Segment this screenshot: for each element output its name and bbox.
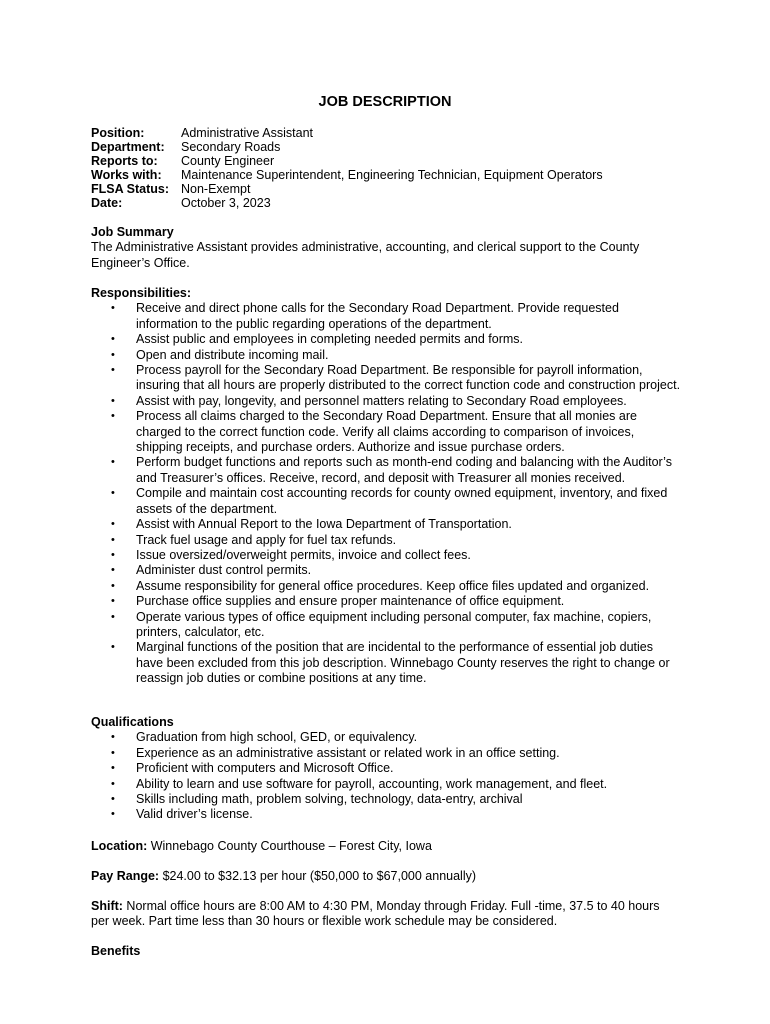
list-item xyxy=(91,455,681,486)
qualifications-heading: Qualifications xyxy=(91,715,174,729)
info-value: Administrative Assistant xyxy=(181,126,313,140)
info-value: Non-Exempt xyxy=(181,182,251,196)
list-item-text: Assist with Annual Report to the Iowa Department of Transportation. xyxy=(136,517,512,532)
info-value: Secondary Roads xyxy=(181,140,281,154)
document-title: JOB DESCRIPTION xyxy=(318,94,452,110)
bullet-icon: • xyxy=(111,394,115,407)
list-item xyxy=(91,486,681,517)
benefits-heading: Benefits xyxy=(91,944,141,958)
shift-line xyxy=(91,899,681,930)
bullet-icon: • xyxy=(111,579,115,592)
list-item-text: Marginal functions of the position that are incidental to the performance of essential job duties have been excluded from this job description. Winnebago County reserves the right to change or reassign job duties or combine positions at any time. xyxy=(136,640,670,686)
list-item xyxy=(91,332,681,347)
list-item-text: Operate various types of office equipment including personal computer, fax machine, copiers, printers, calculator, etc. xyxy=(136,609,652,639)
info-row-department xyxy=(91,140,603,154)
info-row-position xyxy=(91,126,603,140)
bullet-icon: • xyxy=(111,808,115,821)
shift-section xyxy=(91,899,681,930)
bullet-icon: • xyxy=(111,410,115,423)
list-item-text: Graduation from high school, GED, or equivalency. xyxy=(136,730,418,745)
benefits-section xyxy=(91,944,681,959)
bullet-icon: • xyxy=(111,595,115,608)
location-value: Winnebago County Courthouse – Forest City, Iowa xyxy=(150,839,432,853)
bullet-icon: • xyxy=(111,348,115,361)
bullet-icon: • xyxy=(111,333,115,346)
list-item xyxy=(91,792,681,807)
info-label: Reports to: xyxy=(91,154,158,168)
location-section xyxy=(91,839,681,854)
bullet-icon: • xyxy=(111,641,115,654)
list-item xyxy=(91,394,681,409)
responsibilities-heading: Responsibilities: xyxy=(91,286,192,300)
pay-range-label: Pay Range: xyxy=(91,869,160,883)
bullet-icon: • xyxy=(111,487,115,500)
list-item-text: Purchase office supplies and ensure proper maintenance of office equipment. xyxy=(136,594,565,609)
list-item-text: Skills including math, problem solving, technology, data-entry, archival xyxy=(136,792,523,807)
bullet-icon: • xyxy=(111,548,115,561)
list-item xyxy=(91,579,681,594)
list-item xyxy=(91,348,681,363)
list-item xyxy=(91,363,681,394)
list-item xyxy=(91,594,681,609)
qualifications-list xyxy=(91,730,681,822)
shift-value: Normal office hours are 8:00 AM to 4:30 PM, Monday through Friday. Full -time, 37.5 to 40 hours per week. Part time less than 30 hours or flexible work schedule may be considered. xyxy=(91,899,660,929)
bullet-icon: • xyxy=(111,746,115,759)
list-item xyxy=(91,409,681,455)
shift-label: Shift: xyxy=(91,899,123,913)
info-label: Date: xyxy=(91,196,123,210)
list-item xyxy=(91,533,681,548)
info-value: October 3, 2023 xyxy=(181,196,271,210)
responsibilities-list xyxy=(91,301,681,686)
list-item-text: Process payroll for the Secondary Road Department. Be responsible for payroll information, insuring that all hours are properly distributed to the correct function code and construction project. xyxy=(136,363,681,393)
pay-range-value: $24.00 to $32.13 per hour ($50,000 to $67,000 annually) xyxy=(162,869,477,883)
info-value: Maintenance Superintendent, Engineering Technician, Equipment Operators xyxy=(181,168,603,182)
list-item-text: Ability to learn and use software for payroll, accounting, work management, and fleet. xyxy=(136,776,608,791)
list-item-text: Proficient with computers and Microsoft Office. xyxy=(136,761,394,776)
list-item xyxy=(91,563,681,578)
list-item xyxy=(91,517,681,532)
info-row-works-with xyxy=(91,168,603,182)
bullet-icon: • xyxy=(111,564,115,577)
bullet-icon: • xyxy=(111,456,115,469)
list-item xyxy=(91,730,681,745)
list-item xyxy=(91,610,681,641)
bullet-icon: • xyxy=(111,762,115,775)
info-row-flsa-status xyxy=(91,182,603,196)
list-item-text: Open and distribute incoming mail. xyxy=(136,347,329,362)
qualifications-section xyxy=(91,715,681,823)
job-summary-text: The Administrative Assistant provides administrative, accounting, and clerical support to the County Engineer’s Office. xyxy=(91,240,640,270)
bullet-icon: • xyxy=(111,777,115,790)
list-item-text: Issue oversized/overweight permits, invoice and collect fees. xyxy=(136,547,471,562)
info-label: FLSA Status: xyxy=(91,182,170,196)
pay-range-line xyxy=(91,869,681,884)
job-info-table xyxy=(91,126,603,210)
info-row-reports-to xyxy=(91,154,603,168)
list-item xyxy=(91,746,681,761)
job-summary-heading: Job Summary xyxy=(91,225,174,239)
list-item-text: Compile and maintain cost accounting records for county owned equipment, inventory, and fixed assets of the department. xyxy=(136,486,668,516)
bullet-icon: • xyxy=(111,364,115,377)
info-label: Works with: xyxy=(91,168,162,182)
job-summary-section xyxy=(91,225,681,271)
list-item xyxy=(91,301,681,332)
location-label: Location: xyxy=(91,839,148,853)
info-row-date xyxy=(91,196,603,210)
list-item xyxy=(91,761,681,776)
bullet-icon: • xyxy=(111,302,115,315)
list-item-text: Assist with pay, longevity, and personnel matters relating to Secondary Road employees. xyxy=(136,393,627,408)
list-item-text: Process all claims charged to the Secondary Road Department. Ensure that all monies are charged to the correct function code. Verify all claims according to comparison of invoices, shipping receipts, and purchase orders. Authorize and issue purchase orders. xyxy=(136,409,637,455)
info-label: Position: xyxy=(91,126,145,140)
list-item-text: Receive and direct phone calls for the Secondary Road Department. Provide requested information to the public regarding operations of the department. xyxy=(136,301,619,331)
bullet-icon: • xyxy=(111,518,115,531)
bullet-icon: • xyxy=(111,793,115,806)
responsibilities-section xyxy=(91,286,681,687)
list-item xyxy=(91,777,681,792)
list-item xyxy=(91,807,681,822)
bullet-icon: • xyxy=(111,610,115,623)
list-item xyxy=(91,640,681,686)
bullet-icon: • xyxy=(111,533,115,546)
list-item-text: Assume responsibility for general office procedures. Keep office files updated and organized. xyxy=(136,578,650,593)
list-item-text: Administer dust control permits. xyxy=(136,563,312,578)
location-line xyxy=(91,839,681,854)
list-item-text: Track fuel usage and apply for fuel tax refunds. xyxy=(136,532,397,547)
bullet-icon: • xyxy=(111,731,115,744)
list-item-text: Valid driver’s license. xyxy=(136,807,253,822)
list-item-text: Perform budget functions and reports such as month-end coding and balancing with the Auditor’s and Treasurer’s offices. Receive, record, and deposit with Treasurer all monies received. xyxy=(136,455,672,485)
list-item xyxy=(91,548,681,563)
info-value: County Engineer xyxy=(181,154,275,168)
list-item-text: Experience as an administrative assistant or related work in an office setting. xyxy=(136,745,560,760)
pay-range-section xyxy=(91,869,681,884)
list-item-text: Assist public and employees in completing needed permits and forms. xyxy=(136,332,524,347)
info-label: Department: xyxy=(91,140,165,154)
